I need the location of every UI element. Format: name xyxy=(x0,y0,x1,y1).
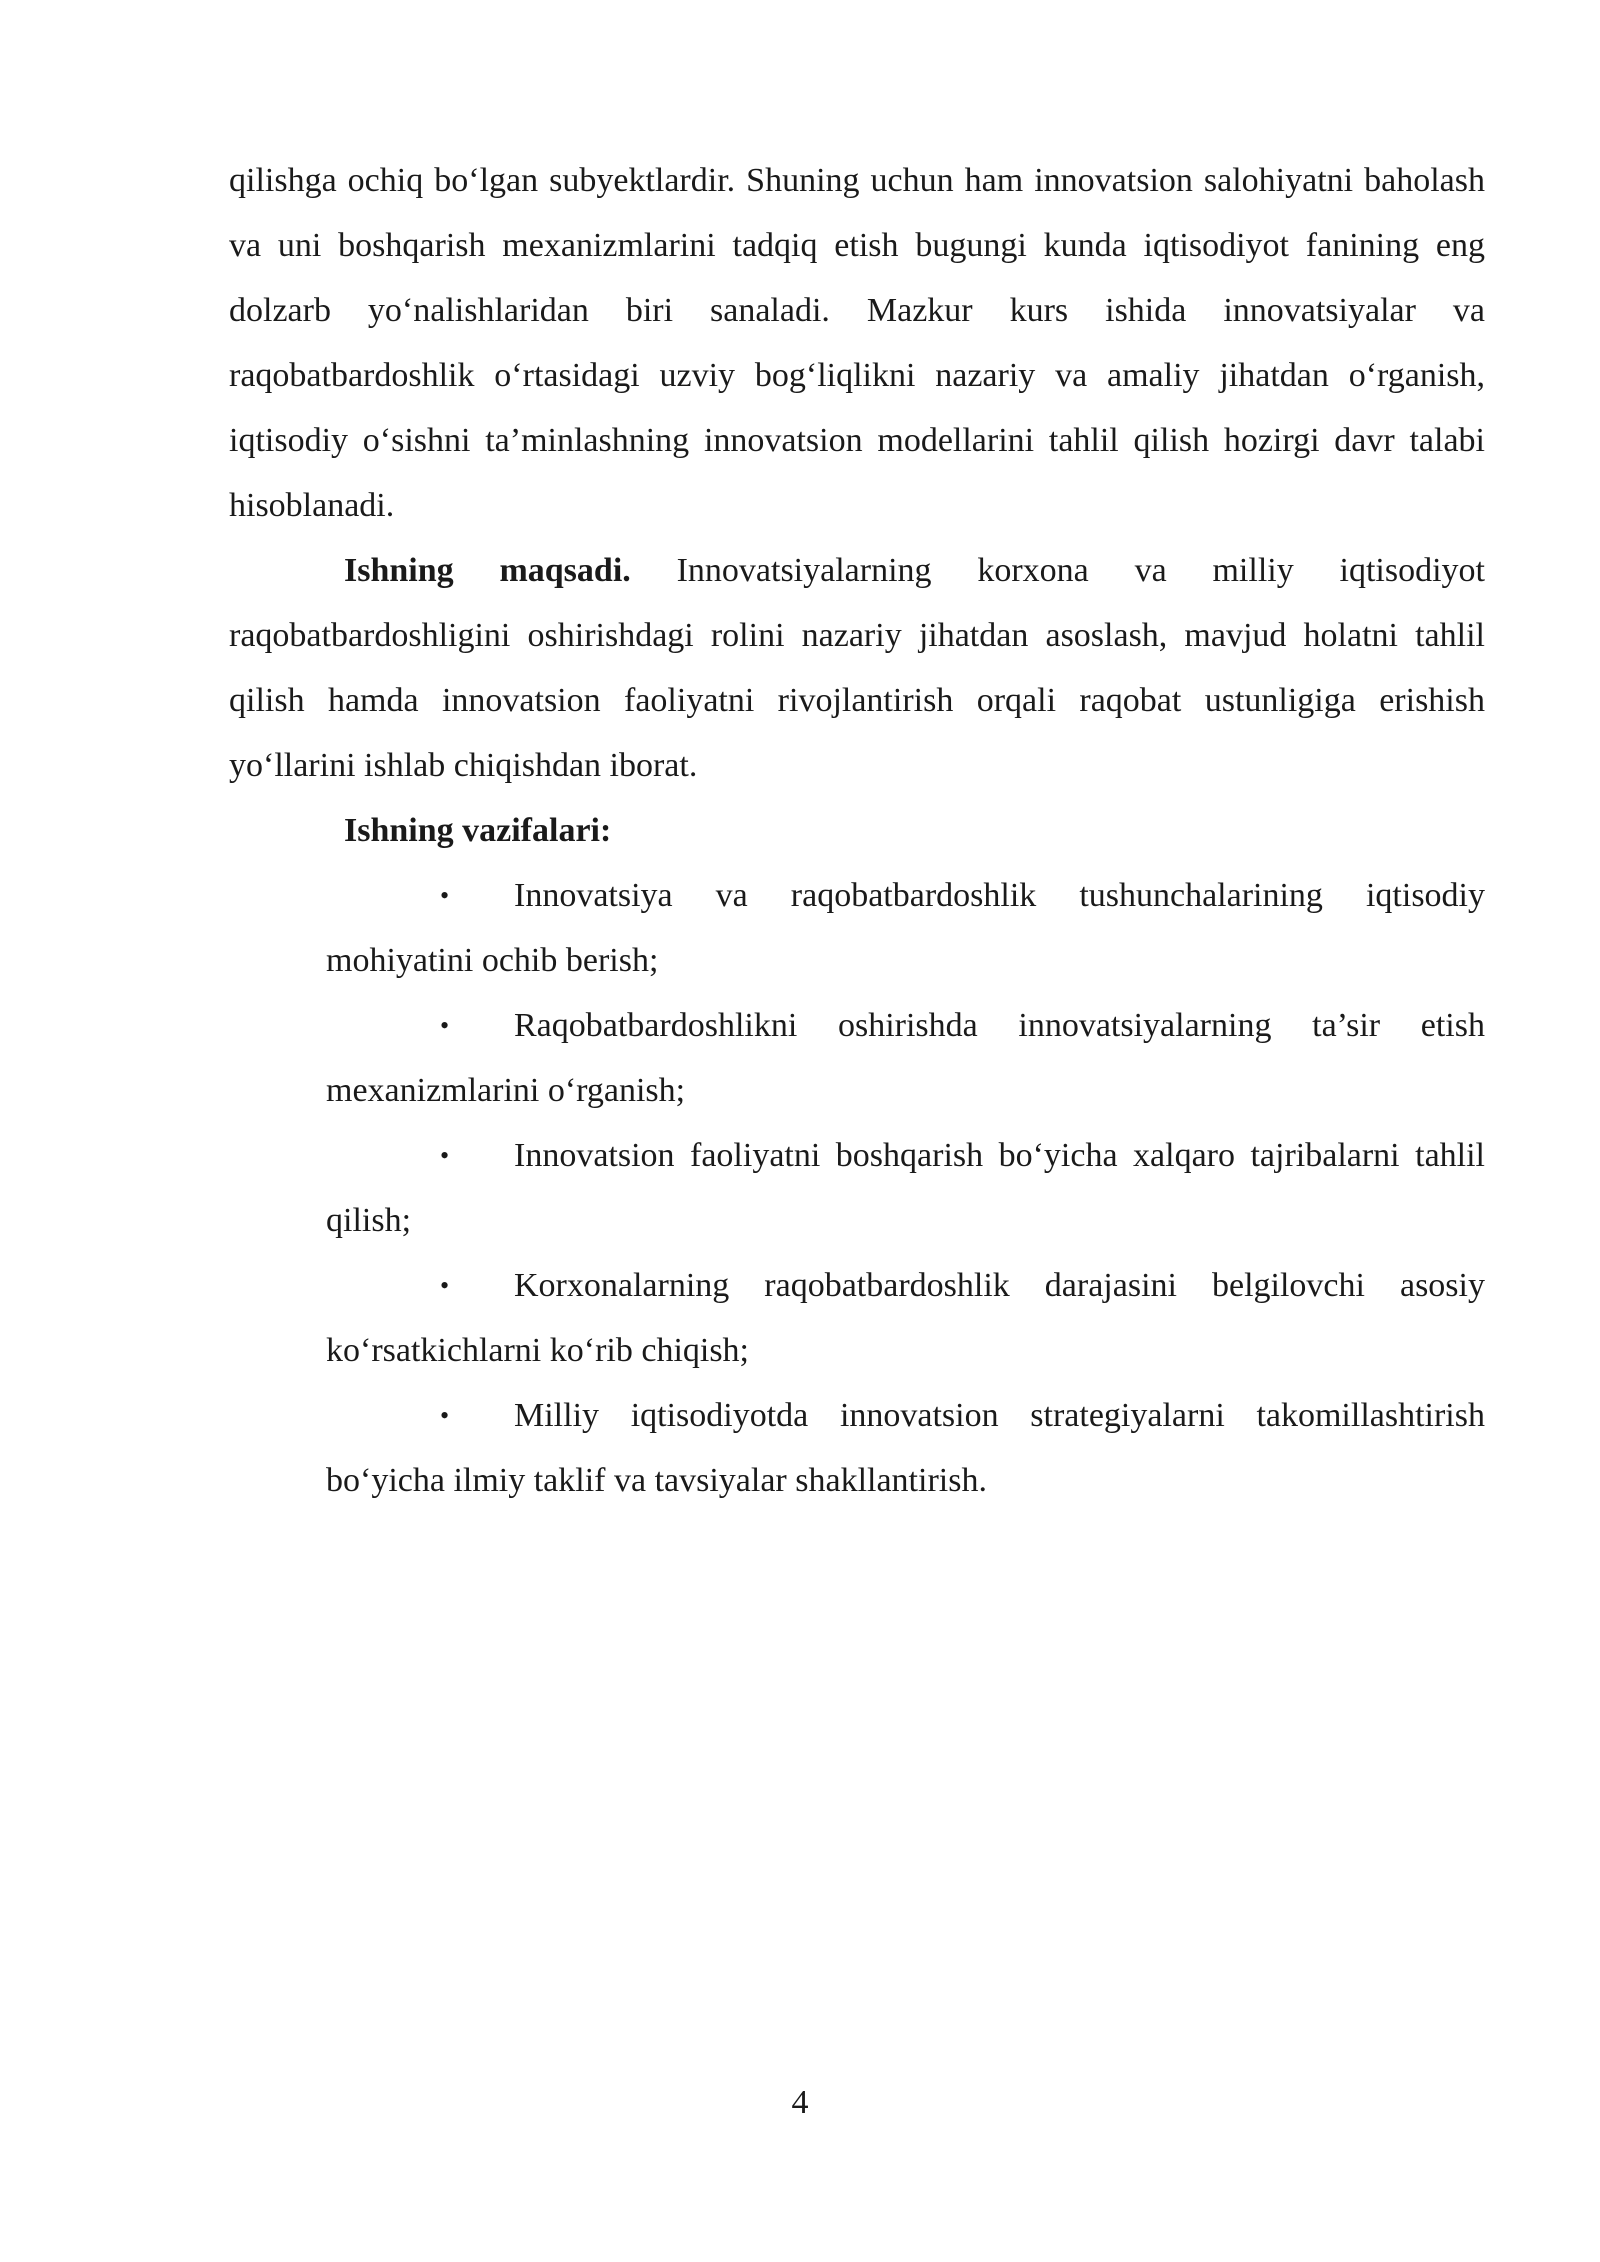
tasks-list xyxy=(229,863,1485,1513)
tasks-heading: Ishning vazifalari: xyxy=(344,812,612,849)
list-item-text: Raqobatbardoshlikni oshirishda innovatsiyalarning ta’sir etish mexanizmlarini o‘rganish; xyxy=(326,1007,1485,1109)
bullet-icon: • xyxy=(440,1141,450,1170)
bullet-icon: • xyxy=(440,1401,450,1430)
list-item-text: Milliy iqtisodiyotda innovatsion strategiyalarni takomillashtirish bo‘yicha ilmiy taklif va tavsiyalar shakllantirish. xyxy=(326,1397,1485,1499)
list-item xyxy=(326,1253,1485,1383)
bullet-icon: • xyxy=(440,1271,450,1300)
list-item xyxy=(326,993,1485,1123)
goal-paragraph xyxy=(229,538,1485,798)
goal-text: Innovatsiyalarning korxona va milliy iqtisodiyot raqobatbardoshligini oshirishdagi rolini nazariy jihatdan asoslash, mavjud holatni tahlil qilish hamda innovatsion faoliyatni rivojlantirish orqali raqobat ustunligiga erishish yo‘llarini ishlab chiqishdan iborat. xyxy=(229,552,1485,784)
goal-label: Ishning maqsadi. xyxy=(344,552,631,589)
list-item xyxy=(326,1123,1485,1253)
page-number: 4 xyxy=(791,2084,809,2121)
bullet-icon: • xyxy=(440,881,450,910)
list-item-text: Innovatsion faoliyatni boshqarish bo‘yicha xalqaro tajribalarni tahlil qilish; xyxy=(326,1137,1485,1239)
list-item-text: Innovatsiya va raqobatbardoshlik tushunchalarining iqtisodiy mohiyatini ochib berish; xyxy=(326,877,1485,979)
list-item-text: Korxonalarning raqobatbardoshlik darajasini belgilovchi asosiy ko‘rsatkichlarni ko‘rib chiqish; xyxy=(326,1267,1485,1369)
body-text xyxy=(229,148,1485,1513)
bullet-icon: • xyxy=(440,1011,450,1040)
list-item xyxy=(326,1383,1485,1513)
list-item xyxy=(326,863,1485,993)
intro-paragraph: qilishga ochiq bo‘lgan subyektlardir. Shuning uchun ham innovatsion salohiyatni baholash va uni boshqarish mexanizmlarini tadqiq etish bugungi kunda iqtisodiyot fanining eng dolzarb yo‘nalishlaridan biri sanaladi. Mazkur kurs ishida innovatsiyalar va raqobatbardoshlik o‘rtasidagi uzviy bog‘liqlikni nazariy va amaliy jihatdan o‘rganish, iqtisodiy o‘sishni ta’minlashning innovatsion modellarini tahlil qilish hozirgi davr talabi hisoblanadi. xyxy=(229,162,1485,524)
